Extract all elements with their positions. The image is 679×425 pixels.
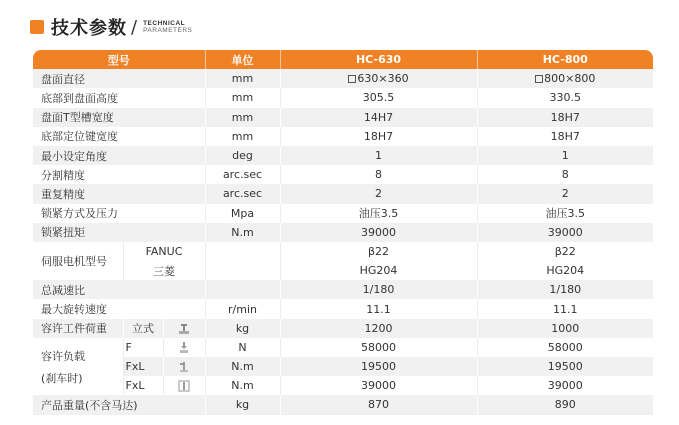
header-model: 型号 bbox=[33, 50, 205, 69]
table-row bbox=[33, 165, 653, 184]
value-hc800: HG204 bbox=[477, 261, 653, 280]
square-icon bbox=[348, 75, 356, 83]
row-label: 锁紧扭矩 bbox=[33, 223, 205, 242]
section-header bbox=[30, 12, 192, 42]
value-hc800: 11.1 bbox=[477, 299, 653, 318]
row-unit: deg bbox=[205, 146, 280, 165]
row-sublabel: FxL bbox=[123, 376, 163, 395]
row-unit: Mpa bbox=[205, 204, 280, 223]
value-hc630: 1200 bbox=[280, 319, 477, 338]
row-label: 伺服电机型号 bbox=[33, 242, 123, 280]
header-unit: 单位 bbox=[205, 50, 280, 69]
table-row bbox=[33, 299, 653, 318]
row-unit bbox=[205, 280, 280, 299]
table-row bbox=[33, 261, 653, 280]
value-hc800: 19500 bbox=[477, 357, 653, 376]
value-hc630: β22 bbox=[280, 242, 477, 261]
row-label: 容许工件荷重 bbox=[33, 319, 123, 338]
moment-alt-icon bbox=[163, 376, 205, 395]
value-hc630: 1/180 bbox=[280, 280, 477, 299]
row-label: 产品重量(不含马达) bbox=[33, 395, 205, 414]
force-icon bbox=[163, 338, 205, 357]
row-label: 最大旋转速度 bbox=[33, 299, 205, 318]
table-row bbox=[33, 242, 653, 261]
table-row bbox=[33, 204, 653, 223]
square-icon bbox=[535, 75, 543, 83]
value-hc630: 18H7 bbox=[280, 127, 477, 146]
row-label: 底部到盘面高度 bbox=[33, 88, 205, 107]
value-hc800: 39000 bbox=[477, 376, 653, 395]
row-label: 重复精度 bbox=[33, 184, 205, 203]
value-hc800: 890 bbox=[477, 395, 653, 414]
table-row bbox=[33, 319, 653, 338]
row-unit: r/min bbox=[205, 299, 280, 318]
row-label: 锁紧方式及压力 bbox=[33, 204, 205, 223]
row-sublabel: FxL bbox=[123, 357, 163, 376]
row-unit: N bbox=[205, 338, 280, 357]
value-hc800: 1000 bbox=[477, 319, 653, 338]
row-unit: N.m bbox=[205, 223, 280, 242]
value-hc630: HG204 bbox=[280, 261, 477, 280]
value-hc630: 油压3.5 bbox=[280, 204, 477, 223]
header-hc630: HC-630 bbox=[280, 50, 477, 69]
row-label: 盘面T型槽宽度 bbox=[33, 108, 205, 127]
row-label: 分割精度 bbox=[33, 165, 205, 184]
table-row bbox=[33, 338, 653, 357]
row-label: 盘面直径 bbox=[33, 69, 205, 88]
value-hc630: 39000 bbox=[280, 376, 477, 395]
table-row bbox=[33, 184, 653, 203]
row-unit: arc.sec bbox=[205, 165, 280, 184]
table-row bbox=[33, 357, 653, 376]
table-row bbox=[33, 127, 653, 146]
row-label: 底部定位键宽度 bbox=[33, 127, 205, 146]
row-unit: mm bbox=[205, 108, 280, 127]
english-title-line1: TECHNICAL bbox=[143, 19, 186, 27]
row-unit: mm bbox=[205, 69, 280, 88]
row-label: 总减速比 bbox=[33, 280, 205, 299]
row-unit: N.m bbox=[205, 357, 280, 376]
table-header-row bbox=[33, 50, 653, 69]
table-row bbox=[33, 280, 653, 299]
row-unit: kg bbox=[205, 395, 280, 414]
row-unit: arc.sec bbox=[205, 184, 280, 203]
row-unit: N.m bbox=[205, 376, 280, 395]
value-hc800: 18H7 bbox=[477, 127, 653, 146]
table-row bbox=[33, 108, 653, 127]
row-sublabel: 立式 bbox=[123, 319, 163, 338]
value-hc800: 330.5 bbox=[477, 88, 653, 107]
value-hc800: 2 bbox=[477, 184, 653, 203]
value-hc800: 1/180 bbox=[477, 280, 653, 299]
row-sublabel: F bbox=[123, 338, 163, 357]
value-hc630: 58000 bbox=[280, 338, 477, 357]
value-hc630: 870 bbox=[280, 395, 477, 414]
row-sublabel: FANUC bbox=[123, 242, 205, 261]
row-unit: kg bbox=[205, 319, 280, 338]
spec-table bbox=[33, 50, 653, 415]
row-unit: mm bbox=[205, 88, 280, 107]
value-hc800: β22 bbox=[477, 242, 653, 261]
header-hc800: HC-800 bbox=[477, 50, 653, 69]
value-hc630: 11.1 bbox=[280, 299, 477, 318]
value-hc800: 8 bbox=[477, 165, 653, 184]
value-hc630: 8 bbox=[280, 165, 477, 184]
value-hc800: 58000 bbox=[477, 338, 653, 357]
table-row bbox=[33, 88, 653, 107]
moment-icon bbox=[163, 357, 205, 376]
table-row bbox=[33, 146, 653, 165]
value-hc630: 14H7 bbox=[280, 108, 477, 127]
value-hc630: 19500 bbox=[280, 357, 477, 376]
section-english-title bbox=[143, 20, 192, 35]
orange-square-icon bbox=[30, 20, 44, 34]
row-unit bbox=[205, 242, 280, 280]
row-label: 容许负载 (刹车时) bbox=[33, 338, 123, 396]
value-hc630: 630×360 bbox=[280, 69, 477, 88]
table-row bbox=[33, 395, 653, 414]
title-slash: / bbox=[131, 16, 138, 38]
value-hc800: 800×800 bbox=[477, 69, 653, 88]
table-row bbox=[33, 69, 653, 88]
value-hc800: 油压3.5 bbox=[477, 204, 653, 223]
row-sublabel: 三菱 bbox=[123, 261, 205, 280]
value-hc630: 39000 bbox=[280, 223, 477, 242]
value-hc630: 2 bbox=[280, 184, 477, 203]
table-row bbox=[33, 376, 653, 395]
value-hc800: 39000 bbox=[477, 223, 653, 242]
value-hc800: 18H7 bbox=[477, 108, 653, 127]
value-hc630: 305.5 bbox=[280, 88, 477, 107]
value-hc630: 1 bbox=[280, 146, 477, 165]
table-row bbox=[33, 223, 653, 242]
row-label: 最小设定角度 bbox=[33, 146, 205, 165]
value-hc800: 1 bbox=[477, 146, 653, 165]
section-title: 技术参数 bbox=[51, 18, 127, 39]
load-vertical-icon bbox=[163, 319, 205, 338]
english-title-line2: PARAMETERS bbox=[143, 27, 193, 34]
row-unit: mm bbox=[205, 127, 280, 146]
